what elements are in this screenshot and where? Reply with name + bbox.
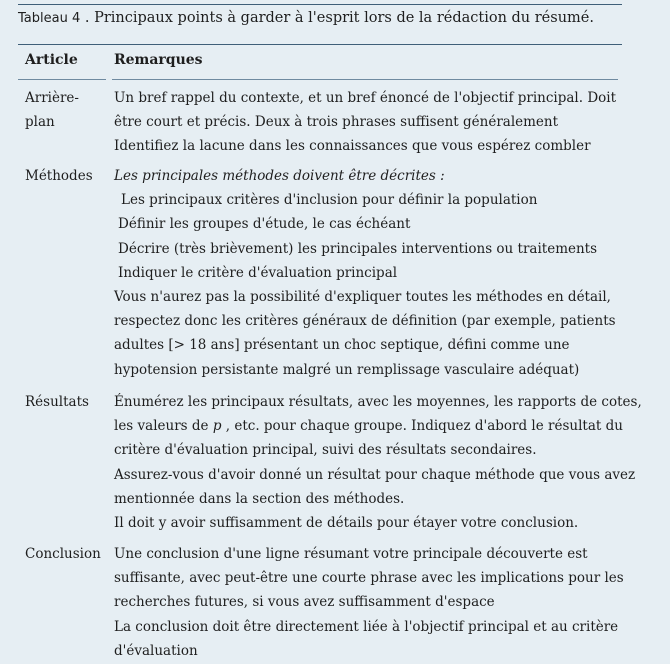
header-rule-article <box>18 79 106 80</box>
remark-text: , etc. pour chaque groupe. Indiquez d'abord le résultat du <box>221 418 623 435</box>
remark-line: Vous n'aurez pas la possibilité d'expliquer toutes les méthodes en détail, <box>114 289 611 306</box>
remark-line: être court et précis. Deux à trois phrases suffisent généralement <box>114 114 559 131</box>
remark-line: critère d'évaluation principal, suivi des résultats secondaires. <box>114 442 537 459</box>
row-label-conclusion: Conclusion <box>25 546 101 562</box>
caption-top-rule <box>18 4 622 5</box>
table-caption-separator: . <box>80 10 95 26</box>
methods-item: Les principaux critères d'inclusion pour définir la population <box>121 192 538 209</box>
row-remarks-results <box>114 390 642 535</box>
caption-bottom-rule <box>18 44 622 45</box>
remark-line: Une conclusion d'une ligne résumant votre principale découverte est <box>114 546 588 562</box>
remark-line: adultes [> 18 ans] présentant un choc septique, défini comme une <box>114 337 570 354</box>
remark-italic-p: p <box>212 418 222 435</box>
remark-line: Un bref rappel du contexte, et un bref énoncé de l'objectif principal. Doit <box>114 90 617 106</box>
row-remarks-conclusion <box>114 542 634 663</box>
remark-line: mentionnée dans la section des méthodes. <box>114 490 405 507</box>
remark-line: Énumérez les principaux résultats, avec les moyennes, les rapports de cotes, <box>114 394 642 410</box>
methods-intro <box>114 164 634 188</box>
methods-item: Indiquer le critère d'évaluation principal <box>118 264 398 281</box>
remark-line: d'évaluation <box>114 642 198 659</box>
row-remarks-methods <box>114 164 634 382</box>
row-label-line: Arrière- <box>25 90 79 106</box>
remark-line: recherches futures, si vous avez suffisamment d'espace <box>114 594 495 611</box>
remark-line: hypotension persistante malgré un remplissage vasculaire adéquat) <box>114 361 580 378</box>
methods-item: Définir les groupes d'étude, le cas échéant <box>118 216 411 233</box>
remark-text: les valeurs de <box>114 418 213 435</box>
table-caption-title: Principaux points à garder à l'esprit lors de la rédaction du résumé. <box>94 10 594 26</box>
header-article: Article <box>25 52 78 68</box>
remark-line: Assurez-vous d'avoir donné un résultat pour chaque méthode que vous avez <box>114 466 636 483</box>
header-remarks: Remarques <box>114 52 203 68</box>
row-label-methods: Méthodes <box>25 168 93 184</box>
remark-line: suffisante, avec peut-être une courte phrase avec les implications pour les <box>114 570 624 587</box>
row-remarks-background <box>114 86 634 159</box>
remark-line: La conclusion doit être directement liée à l'objectif principal et au critère <box>114 618 619 635</box>
methods-intro-text: Les principales méthodes doivent être décrites : <box>114 168 445 184</box>
row-label-results: Résultats <box>25 394 89 410</box>
remark-line: respectez donc les critères généraux de définition (par exemple, patients <box>114 313 616 330</box>
table-caption-label: Tableau 4 <box>18 11 81 26</box>
row-label-background <box>25 86 110 134</box>
remark-line-mixed <box>114 414 634 438</box>
row-label-line: plan <box>25 114 55 130</box>
remark-line: Identifiez la lacune dans les connaissances que vous espérez combler <box>114 138 591 155</box>
header-rule-remarks <box>112 79 618 80</box>
methods-item: Décrire (très brièvement) les principales interventions ou traitements <box>118 240 598 257</box>
remark-line: Il doit y avoir suffisamment de détails pour étayer votre conclusion. <box>114 515 579 532</box>
table-caption <box>18 10 594 26</box>
